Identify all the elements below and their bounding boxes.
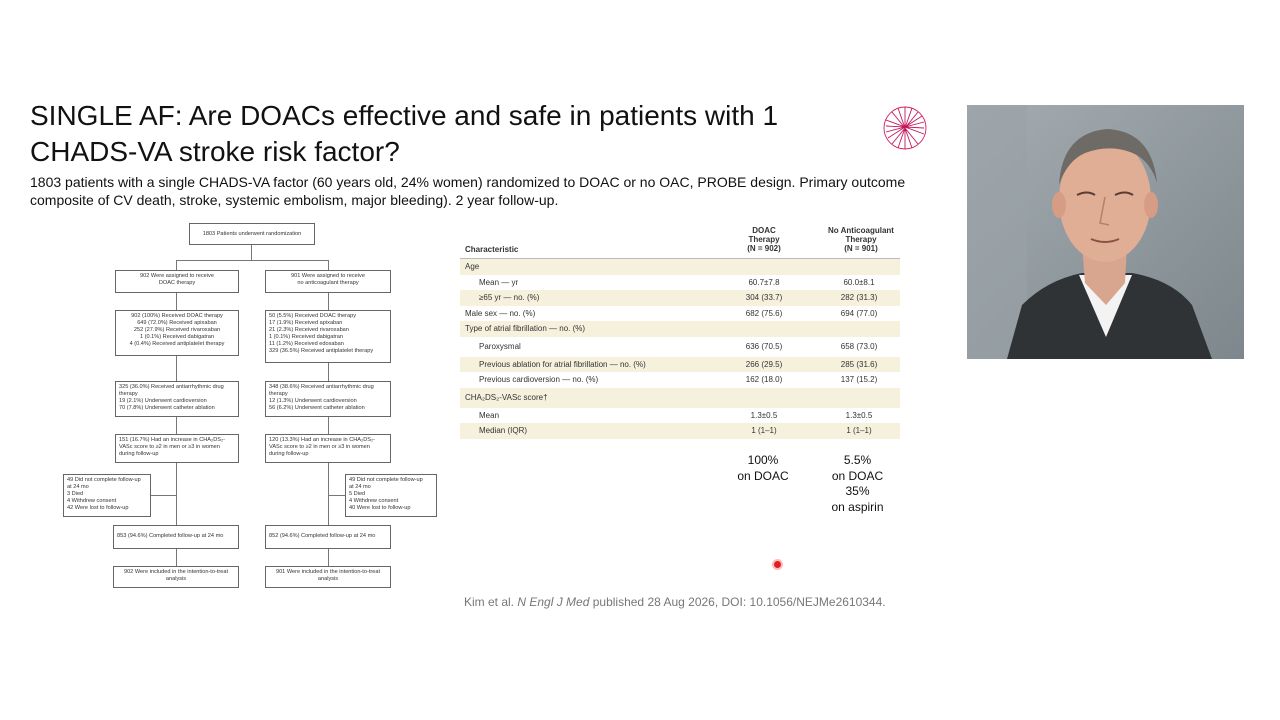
row-value-no-anticoagulant: 282 (31.3) xyxy=(840,293,878,302)
citation-journal: N Engl J Med xyxy=(517,595,590,609)
row-value-no-anticoagulant: 658 (73.0) xyxy=(840,341,878,351)
flow-left-antiarrhythmic-box: 325 (36.0%) Received antiarrhythmic drug therapy 19 (2.1%) Underwent cardioversion 70 (7.8%) Underwent catheter ablation xyxy=(115,381,239,417)
note-no-oac: 5.5% on DOAC 35% on aspirin xyxy=(831,453,884,514)
row-label: Type of atrial fibrillation — no. (%) xyxy=(465,324,586,333)
flow-right-itt-box: 901 Were included in the intention-to-treat analysis xyxy=(265,566,391,588)
flow-left-completed-box: 853 (94.6%) Completed follow-up at 24 mo xyxy=(113,525,239,549)
flow-right-assigned-box: 901 Were assigned to receive no anticoagulant therapy xyxy=(265,270,391,293)
flow-right-antiarrhythmic-box: 348 (38.6%) Received antiarrhythmic drug therapy 12 (1.3%) Underwent cardioversion 56 (6.2%) Underwent catheter ablation xyxy=(265,381,391,417)
table-row xyxy=(460,357,900,373)
row-label: Male sex — no. (%) xyxy=(465,308,536,318)
row-value-no-anticoagulant: 1 (1–1) xyxy=(846,426,872,435)
row-label: Age xyxy=(465,262,480,271)
row-value-no-anticoagulant: 1.3±0.5 xyxy=(845,410,873,420)
table-row xyxy=(460,423,900,439)
row-label: Median (IQR) xyxy=(479,426,528,435)
table-row xyxy=(460,388,900,408)
flow-left-received-box: 902 (100%) Received DOAC therapy 649 (72.0%) Received apixaban 252 (27.9%) Received rivaroxaban 1 (0.1%) Received dabigatran 4 (0.4%) Received antiplatelet therapy xyxy=(115,310,239,356)
flow-left-itt-box: 902 Were included in the intention-to-treat analysis xyxy=(113,566,239,588)
row-label: Mean — yr xyxy=(479,277,519,287)
flow-randomization-box: 1803 Patients underwent randomization xyxy=(189,223,315,245)
flow-right-increase-box: 120 (13.3%) Had an increase in CHA₂DS₂- VASc score to ≥2 in men or ≥3 in women during follow-up xyxy=(265,434,391,463)
row-value-no-anticoagulant: 60.0±8.1 xyxy=(843,277,875,287)
row-value-doac: 266 (29.5) xyxy=(745,359,783,369)
citation-details: published 28 Aug 2026, DOI: 10.1056/NEJMe2610344. xyxy=(592,595,886,609)
presenter-video xyxy=(967,105,1244,359)
table-body xyxy=(460,259,900,439)
header-characteristic: Characteristic xyxy=(465,245,519,254)
baseline-table xyxy=(460,220,900,439)
note-doac: 100% on DOAC xyxy=(737,453,789,483)
table-header xyxy=(460,220,900,259)
table-row xyxy=(460,372,900,388)
row-value-doac: 60.7±7.8 xyxy=(748,277,780,287)
header-no-anticoagulant: No Anticoagulant Therapy (N = 901) xyxy=(828,226,894,253)
consort-flowchart xyxy=(25,215,450,615)
row-label: Paroxysmal xyxy=(479,341,521,351)
row-label: Previous ablation for atrial fibrillation — no. (%) xyxy=(479,359,646,369)
row-label: CHA₂DS₂-VASc score† xyxy=(465,392,548,402)
slide-subtitle: 1803 patients with a single CHADS-VA factor (60 years old, 24% women) randomized to DOAC or no OAC, PROBE design. Primary outcome composite of CV death, stroke, systemic embolism, major bleeding). 2 year follow-up. xyxy=(30,174,906,208)
flow-left-increase-box: 151 (16.7%) Had an increase in CHA₂DS₂- VASc score to ≥2 in men or ≥3 in women during follow-up xyxy=(115,434,239,463)
flow-right-received-box: 50 (5.5%) Received DOAC therapy 17 (1.9%) Received apixaban 21 (2.3%) Received rivaroxaban 1 (0.1%) Received dabigatran 11 (1.2%) Received edoxaban 329 (36.5%) Received antiplatelet therapy xyxy=(265,310,391,363)
flow-left-assigned-box: 902 Were assigned to receive DOAC therapy xyxy=(115,270,239,293)
row-value-no-anticoagulant: 694 (77.0) xyxy=(840,308,878,318)
header-doac: DOAC Therapy (N = 902) xyxy=(747,226,781,253)
table-row xyxy=(460,259,900,275)
row-label: Mean xyxy=(479,410,500,420)
row-label: ≥65 yr — no. (%) xyxy=(479,293,540,302)
citation-authors: Kim et al. xyxy=(464,595,515,609)
row-value-doac: 682 (75.6) xyxy=(745,308,783,318)
row-value-doac: 162 (18.0) xyxy=(745,375,783,384)
row-value-doac: 1 (1–1) xyxy=(751,426,777,435)
flow-right-dropout-box: 49 Did not complete follow-up at 24 mo 5 Died 4 Withdrew consent 40 Were lost to follow-up xyxy=(345,474,437,517)
citation xyxy=(464,595,886,609)
row-label: Previous cardioversion — no. (%) xyxy=(479,375,599,384)
table-row xyxy=(460,306,900,322)
table-row xyxy=(460,275,900,291)
laser-pointer xyxy=(774,561,781,568)
row-value-no-anticoagulant: 285 (31.6) xyxy=(840,359,878,369)
table-row xyxy=(460,321,900,337)
row-value-doac: 636 (70.5) xyxy=(745,341,783,351)
row-value-doac: 1.3±0.5 xyxy=(750,410,778,420)
logo-icon xyxy=(880,104,930,152)
row-value-no-anticoagulant: 137 (15.2) xyxy=(840,375,878,384)
flow-left-dropout-box: 49 Did not complete follow-up at 24 mo 3 Died 4 Withdrew consent 42 Were lost to follow-up xyxy=(63,474,151,517)
slide-title: SINGLE AF: Are DOACs effective and safe in patients with 1 CHADS-VA stroke risk factor? xyxy=(30,100,779,167)
table-row xyxy=(460,337,900,357)
row-value-doac: 304 (33.7) xyxy=(745,293,783,302)
table-row xyxy=(460,408,900,424)
flow-right-completed-box: 852 (94.6%) Completed follow-up at 24 mo xyxy=(265,525,391,549)
table-row xyxy=(460,290,900,306)
